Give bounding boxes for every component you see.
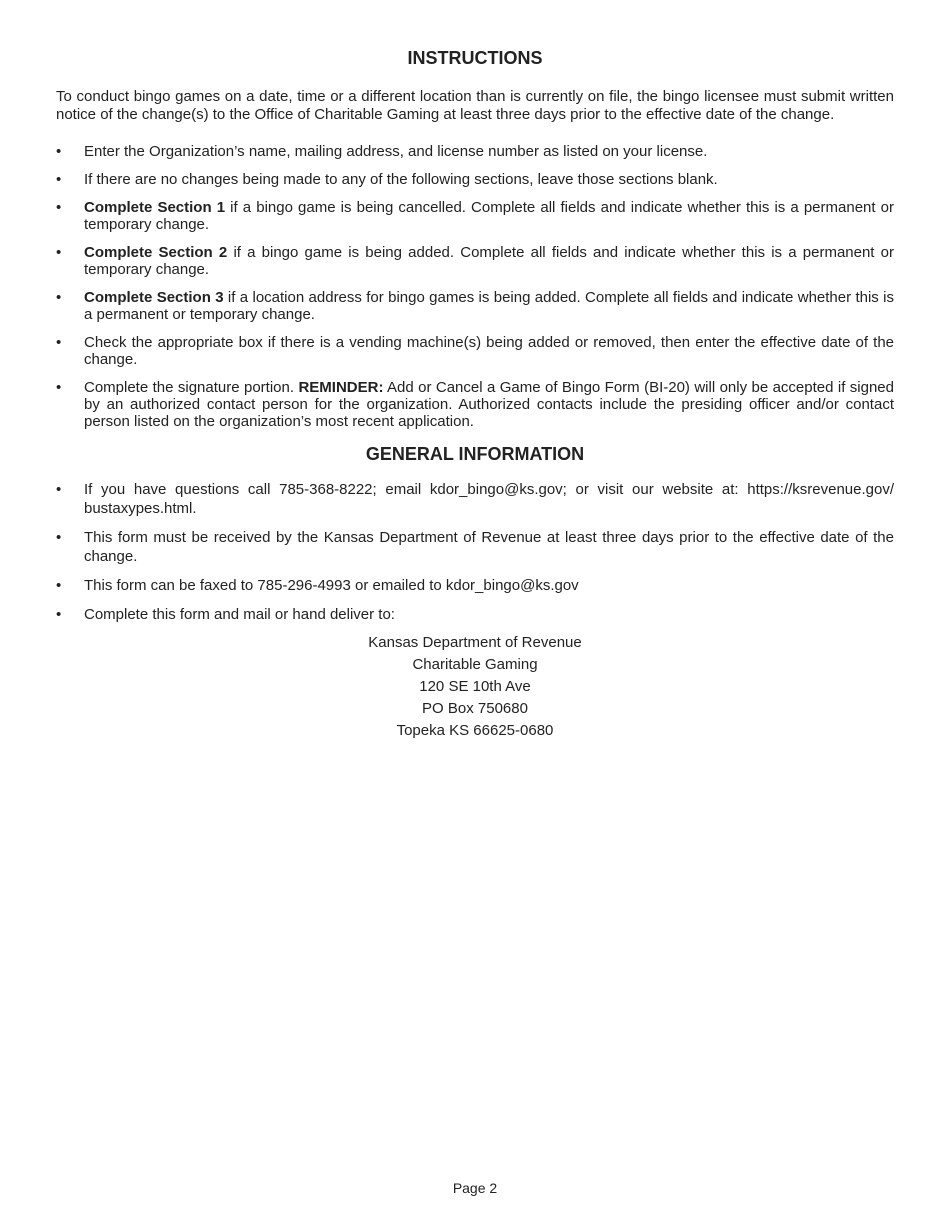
list-item: [56, 171, 894, 188]
mailing-address: [56, 632, 894, 742]
list-item: [56, 244, 894, 278]
list-item: [56, 289, 894, 323]
item-text: If there are no changes being made to any of the following sections, leave those sections blank.: [84, 171, 718, 188]
general-information-heading: GENERAL INFORMATION: [365, 444, 585, 464]
list-item: [56, 528, 894, 566]
list-item: [56, 143, 894, 160]
bullet-icon: •: [56, 529, 62, 546]
bullet-icon: •: [56, 481, 62, 498]
list-item: [56, 605, 894, 624]
list-item: [56, 199, 894, 233]
item-text: If you have questions call 785-368-8222; email kdor_bingo@ks.gov; or visit our website at: https://ksrevenue.gov/ bustaxypes.html.: [84, 481, 894, 517]
bullet-icon: •: [56, 143, 62, 160]
item-text: Complete this form and mail or hand deliver to:: [84, 606, 395, 623]
address-line: PO Box 750680: [422, 700, 528, 717]
item-text: Add or Cancel a Game of Bingo Form (BI-20) will only be accepted if signed by an authorized contact person for the organization. Authorized contacts include the presiding officer and/or contact person listed on the organization’s most recent application.: [84, 379, 894, 430]
reminder-label: REMINDER:: [298, 379, 384, 396]
item-text: This form can be faxed to 785-296-4993 or emailed to kdor_bingo@ks.gov: [84, 577, 579, 594]
item-pre-text: Complete the signature portion.: [84, 379, 299, 396]
item-bold-lead: Complete Section 2: [84, 244, 228, 261]
page-number: Page 2: [452, 1180, 498, 1196]
item-text: Check the appropriate box if there is a vending machine(s) being added or removed, then enter the effective date of the change.: [84, 334, 894, 368]
item-text: This form must be received by the Kansas Department of Revenue at least three days prior to the effective date of the change.: [84, 529, 894, 565]
item-text: if a location address for bingo games is being added. Complete all fields and indicate whether this is a permanent or temporary change.: [84, 289, 894, 323]
list-item: [56, 379, 894, 430]
bullet-icon: •: [56, 334, 62, 351]
bullet-icon: •: [56, 171, 62, 188]
bullet-icon: •: [56, 199, 62, 216]
item-bold-lead: Complete Section 1: [84, 199, 226, 216]
bullet-icon: •: [56, 379, 62, 396]
address-line: Kansas Department of Revenue: [368, 634, 582, 651]
address-line: Charitable Gaming: [412, 656, 538, 673]
bullet-icon: •: [56, 244, 62, 261]
list-item: [56, 334, 894, 368]
item-text: if a bingo game is being cancelled. Complete all fields and indicate whether this is a permanent or temporary change.: [84, 199, 894, 233]
item-bold-lead: Complete Section 3: [84, 289, 224, 306]
instructions-heading: INSTRUCTIONS: [407, 48, 543, 68]
bullet-icon: •: [56, 606, 62, 623]
bullet-icon: •: [56, 577, 62, 594]
list-item: [56, 480, 894, 518]
document-page: [56, 48, 894, 742]
bullet-icon: •: [56, 289, 62, 306]
instructions-intro: To conduct bingo games on a date, time or a different location than is currently on file, the bingo licensee must submit written notice of the change(s) to the Office of Charitable Gaming at least three days prior to the effective date of the change.: [56, 88, 894, 123]
general-information-list: [56, 480, 894, 624]
item-text: Enter the Organization’s name, mailing address, and license number as listed on your license.: [84, 143, 708, 160]
list-item: [56, 576, 894, 595]
address-line: 120 SE 10th Ave: [419, 678, 531, 695]
item-text: if a bingo game is being added. Complete all fields and indicate whether this is a permanent or temporary change.: [84, 244, 895, 278]
address-line: Topeka KS 66625-0680: [396, 722, 554, 739]
instructions-list: [56, 143, 894, 430]
